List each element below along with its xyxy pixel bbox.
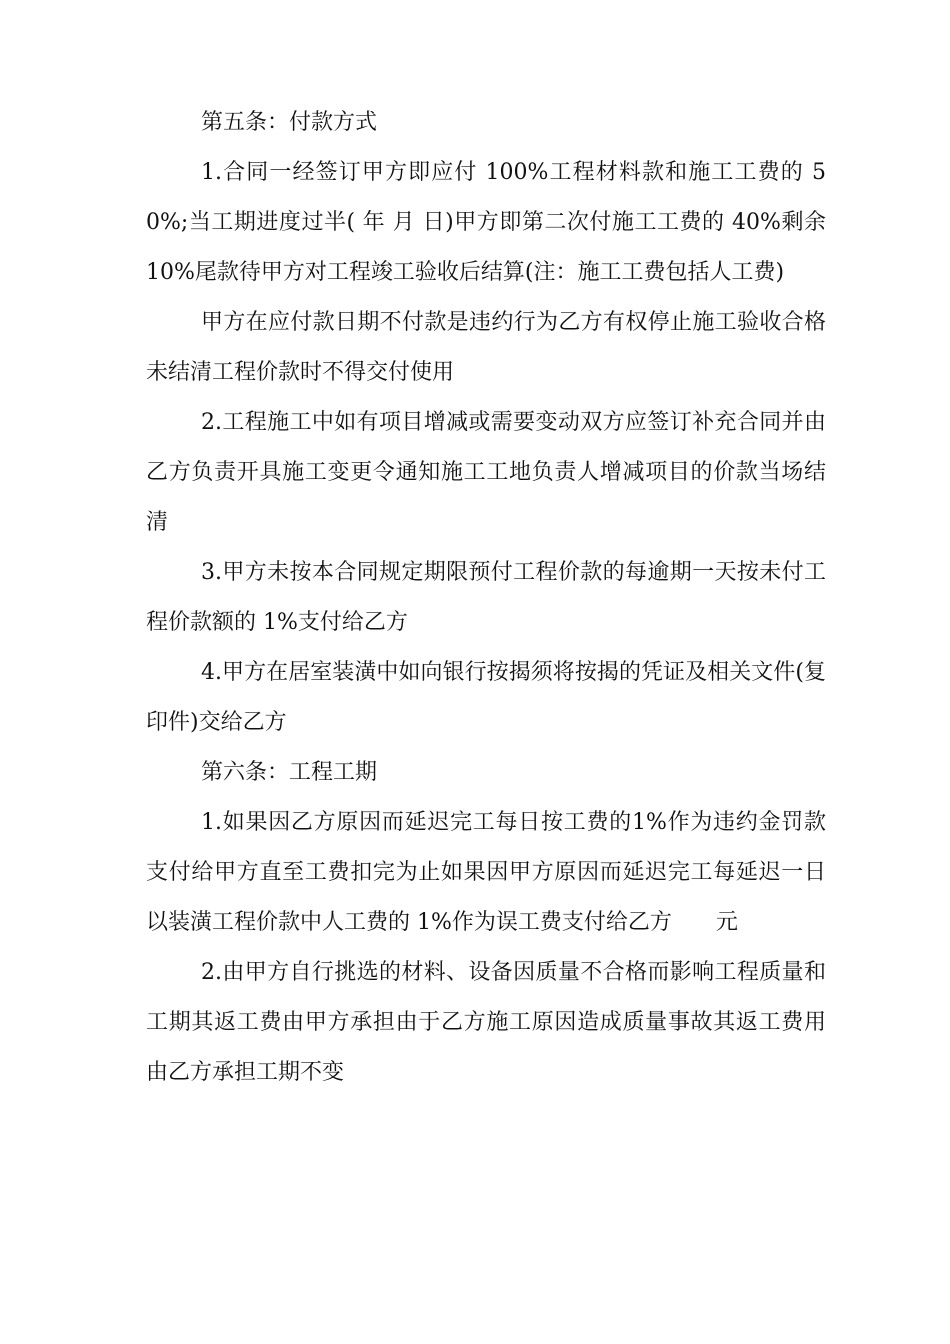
paragraph-payment-2: 2.工程施工中如有项目增减或需要变动双方应签订补充合同并由乙方负责开具施工变更令通知施工工地负责人增减项目的价款当场结清	[146, 410, 826, 535]
paragraph-late-payment: 甲方在应付款日期不付款是违约行为乙方有权停止施工验收合格未结清工程价款时不得交付使用	[146, 310, 826, 385]
section-heading-schedule: 第六条：工程工期	[201, 760, 378, 785]
section-heading-payment: 第五条：付款方式	[201, 110, 378, 135]
document-body	[146, 98, 833, 1098]
paragraph-payment-3: 3.甲方未按本合同规定期限预付工程价款的每逾期一天按未付工程价款额的 1%支付给乙方	[146, 560, 826, 635]
paragraph-payment-1: 1.合同一经签订甲方即应付 100%工程材料款和施工工费的 50%;当工期进度过半( 年 月 日)甲方即第二次付施工工费的 40%剩余 10%尾款待甲方对工程竣工验收后结算(注：施工工费包括人工费)	[146, 160, 833, 285]
paragraph-schedule-1: 1.如果因乙方原因而延迟完工每日按工费的1%作为违约金罚款支付给甲方直至工费扣完为止如果因甲方原因而延迟完工每延迟一日以装潢工程价款中人工费的 1%作为误工费支付给乙方 元	[146, 810, 826, 935]
paragraph-payment-4: 4.甲方在居室装潢中如向银行按揭须将按揭的凭证及相关文件(复印件)交给乙方	[146, 660, 826, 735]
paragraph-schedule-2: 2.由甲方自行挑选的材料、设备因质量不合格而影响工程质量和工期其返工费由甲方承担由于乙方施工原因造成质量事故其返工费用由乙方承担工期不变	[146, 960, 826, 1085]
